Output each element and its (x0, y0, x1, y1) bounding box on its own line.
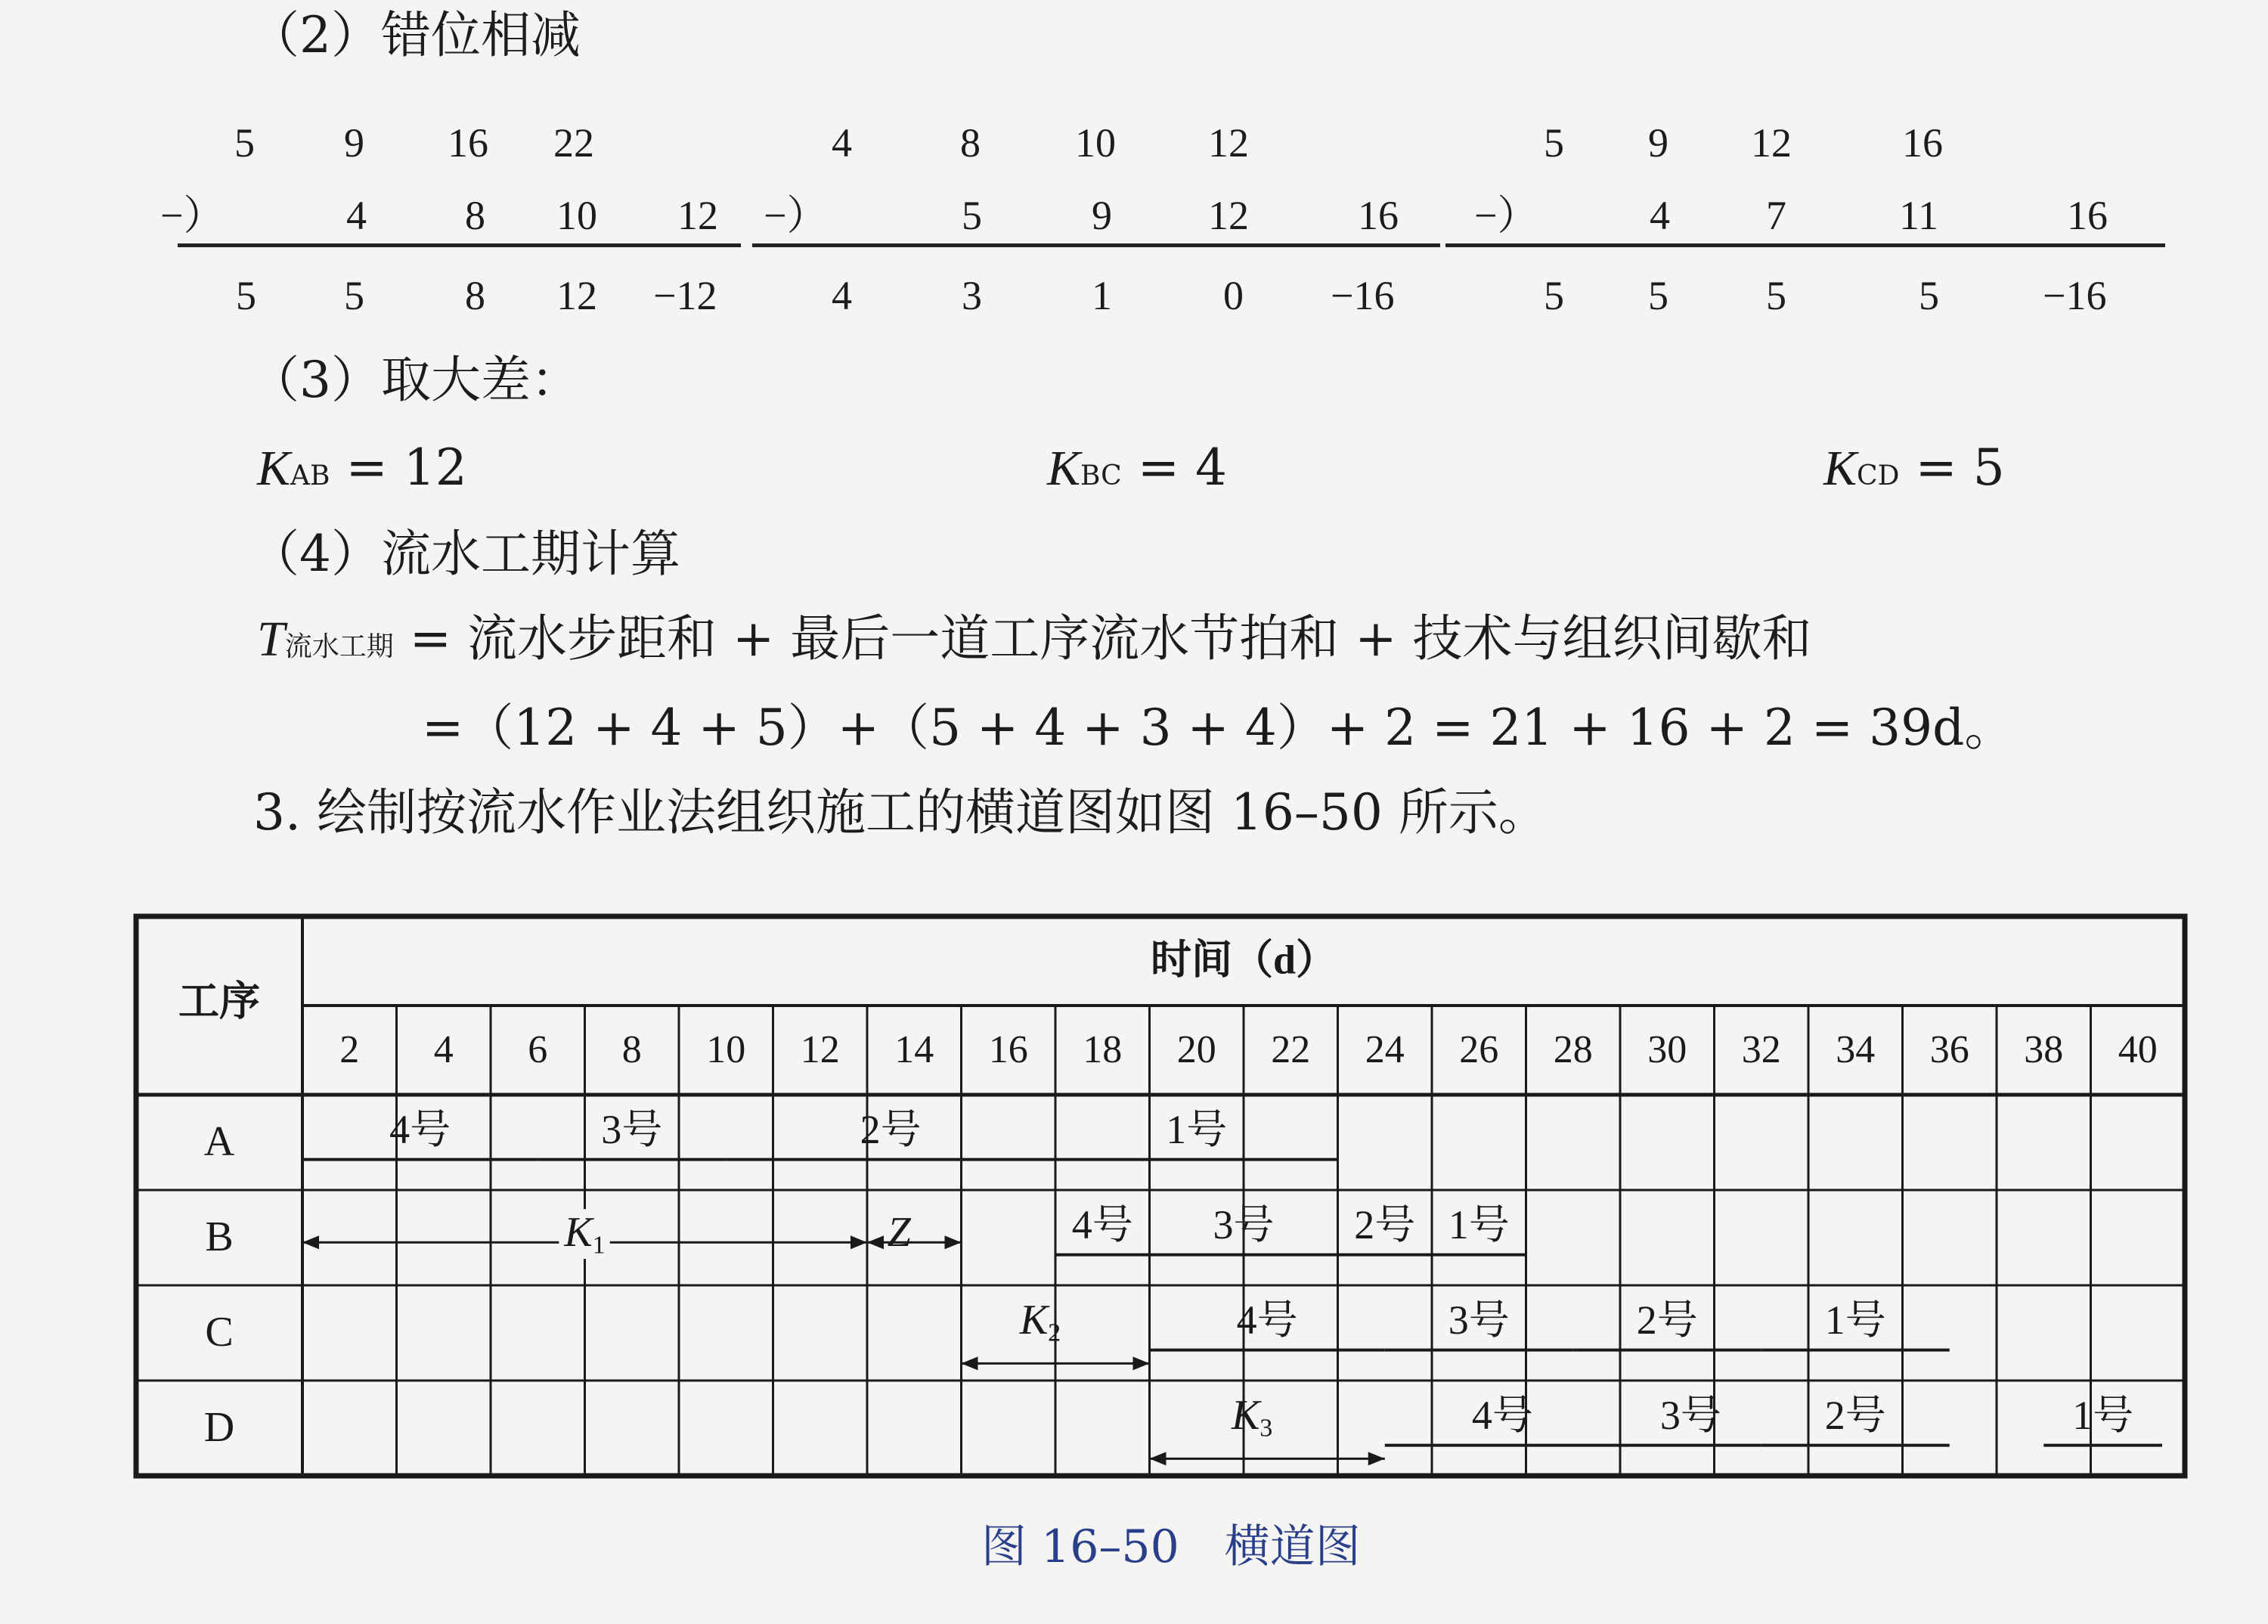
bar-label-A-0: 4号 (389, 1107, 451, 1153)
sub3-top-2: 9 (1648, 120, 1668, 166)
sub1-result-3: 8 (465, 273, 485, 318)
sub2-bottom-2: 9 (1092, 193, 1112, 238)
figure-caption: 图 16–50 横道图 (981, 1520, 1361, 1573)
sub3-result-3: 5 (1766, 273, 1786, 318)
bar-label-C-8: 4号 (1236, 1297, 1298, 1344)
sub2-minus: −） (764, 193, 828, 238)
sub3-bottom-2: 7 (1766, 193, 1786, 238)
bar-label-B-7: 1号 (1448, 1202, 1510, 1248)
time-tick-30: 30 (1647, 1027, 1687, 1071)
bar-label-D-13: 3号 (1659, 1393, 1721, 1439)
sub2-result-2: 3 (962, 273, 982, 318)
time-tick-6: 6 (528, 1027, 548, 1071)
interval-arrow-left-1 (867, 1235, 884, 1249)
time-tick-10: 10 (706, 1027, 746, 1071)
heading-step-3: （3）取大差： (249, 351, 581, 409)
time-tick-14: 14 (894, 1027, 934, 1071)
sub3-bottom-4: 16 (2067, 193, 2108, 238)
sub3-top-3: 12 (1751, 120, 1792, 166)
sub3-result-5: −16 (2043, 273, 2107, 318)
k-ab-symbol: K (257, 441, 291, 496)
sub1-top-2: 9 (344, 120, 364, 166)
time-tick-16: 16 (988, 1027, 1028, 1071)
bar-label-B-5: 3号 (1213, 1202, 1275, 1248)
process-row-D: D (203, 1403, 235, 1451)
bar-label-C-9: 3号 (1448, 1297, 1510, 1344)
sub3-bottom-1: 4 (1650, 193, 1670, 238)
interval-label-1: Z (887, 1209, 911, 1257)
sub2-bottom-1: 5 (962, 193, 982, 238)
process-row-A: A (203, 1117, 235, 1165)
k-cd-value: = 5 (1915, 439, 2005, 497)
chart-frame (136, 916, 2185, 1476)
time-tick-2: 2 (339, 1027, 360, 1071)
process-header: 工序 (178, 978, 260, 1024)
sub2-top-2: 8 (960, 120, 981, 166)
sub2-top-3: 10 (1075, 120, 1116, 166)
sub3-top-4: 16 (1902, 120, 1943, 166)
k-ab-sub: AB (290, 460, 330, 491)
formula-line-1-text: = 流水步距和 + 最后一道工序流水节拍和 + 技术与组织间歇和 (409, 609, 1812, 668)
formula-symbol: T (257, 612, 285, 667)
sub3-minus: −） (1474, 193, 1538, 238)
bar-label-C-10: 2号 (1636, 1297, 1698, 1344)
interval-arrow-left-2 (962, 1356, 978, 1370)
bar-label-B-4: 4号 (1071, 1202, 1133, 1248)
k-bc-value: = 4 (1137, 439, 1227, 497)
sub2-result-1: 4 (832, 273, 852, 318)
sub1-result-4: 12 (556, 273, 597, 318)
interval-arrow-right-2 (1133, 1356, 1150, 1370)
sub3-result-4: 5 (1919, 273, 1939, 318)
sub1-minus: −） (160, 193, 225, 238)
sub2-result-5: −16 (1331, 273, 1395, 318)
k-bc-symbol: K (1047, 441, 1081, 496)
time-tick-8: 8 (621, 1027, 642, 1071)
interval-label-3: $K_3$ (1231, 1392, 1273, 1443)
bar-label-A-2: 2号 (860, 1107, 922, 1153)
bar-label-A-1: 3号 (601, 1107, 663, 1153)
interval-label-2: $K_2$ (1019, 1297, 1061, 1347)
sub1-result-2: 5 (344, 273, 364, 318)
k-cd-sub: CD (1857, 460, 1900, 491)
step-3-text: 3. 绘制按流水作业法组织施工的横道图如图 16–50 所示。 (253, 783, 1548, 841)
interval-label-0: $K_1$ (564, 1209, 606, 1260)
k-ab-value: = 12 (345, 439, 467, 497)
time-header: 时间（d） (1150, 937, 1337, 983)
time-tick-20: 20 (1176, 1027, 1216, 1071)
heading-step-2: （2）错位相减 (249, 6, 581, 64)
sub3-top-1: 5 (1544, 120, 1564, 166)
interval-arrow-left-0 (302, 1235, 319, 1249)
interval-arrow-right-1 (945, 1235, 962, 1249)
sub2-top-4: 12 (1208, 120, 1249, 166)
sub1-bottom-3: 10 (556, 193, 597, 238)
time-tick-24: 24 (1365, 1027, 1405, 1071)
time-tick-38: 38 (2024, 1027, 2064, 1071)
time-tick-4: 4 (433, 1027, 454, 1071)
time-tick-12: 12 (800, 1027, 840, 1071)
sub1-top-4: 22 (553, 120, 594, 166)
sub2-bottom-4: 16 (1358, 193, 1399, 238)
bar-label-A-3: 1号 (1166, 1107, 1228, 1153)
sub1-bottom-1: 4 (346, 193, 367, 238)
sub2-top-1: 4 (832, 120, 852, 166)
sub2-bottom-3: 12 (1208, 193, 1249, 238)
time-tick-32: 32 (1741, 1027, 1781, 1071)
time-tick-18: 18 (1083, 1027, 1123, 1071)
time-tick-28: 28 (1553, 1027, 1593, 1071)
formula-line-2: =（12 + 4 + 5）+（5 + 4 + 3 + 4）+ 2 = 21 + 16 + 2 = 39d。 (422, 699, 2015, 757)
bar-label-D-12: 4号 (1471, 1393, 1533, 1439)
sub1-result-5: −12 (653, 273, 717, 318)
heading-step-4: （4）流水工期计算 (249, 525, 680, 583)
time-tick-22: 22 (1271, 1027, 1311, 1071)
interval-arrow-right-0 (850, 1235, 867, 1249)
sub2-result-3: 1 (1092, 273, 1112, 318)
sub3-result-2: 5 (1648, 273, 1668, 318)
time-tick-36: 36 (1929, 1027, 1969, 1071)
process-row-C: C (205, 1308, 234, 1356)
process-row-B: B (205, 1213, 234, 1260)
sub1-bottom-2: 8 (465, 193, 485, 238)
sub3-result-1: 5 (1544, 273, 1564, 318)
k-cd-symbol: K (1823, 441, 1857, 496)
bar-label-B-6: 2号 (1354, 1202, 1416, 1248)
sub3-bottom-3: 11 (1899, 193, 1938, 238)
sub1-result-1: 5 (236, 273, 256, 318)
sub1-bottom-4: 12 (677, 193, 718, 238)
time-tick-26: 26 (1459, 1027, 1499, 1071)
sub1-top-3: 16 (448, 120, 488, 166)
formula-sub: 流水工期 (284, 631, 394, 662)
time-tick-34: 34 (1836, 1027, 1876, 1071)
sub2-result-4: 0 (1223, 273, 1244, 318)
bar-label-C-11: 1号 (1824, 1297, 1886, 1344)
bar-label-D-15: 1号 (2072, 1393, 2134, 1439)
bar-label-D-14: 2号 (1824, 1393, 1886, 1439)
k-bc-sub: BC (1080, 460, 1122, 491)
time-tick-40: 40 (2118, 1027, 2158, 1071)
interval-arrow-right-3 (1368, 1452, 1385, 1465)
sub1-top-1: 5 (234, 120, 255, 166)
interval-arrow-left-3 (1150, 1452, 1167, 1465)
